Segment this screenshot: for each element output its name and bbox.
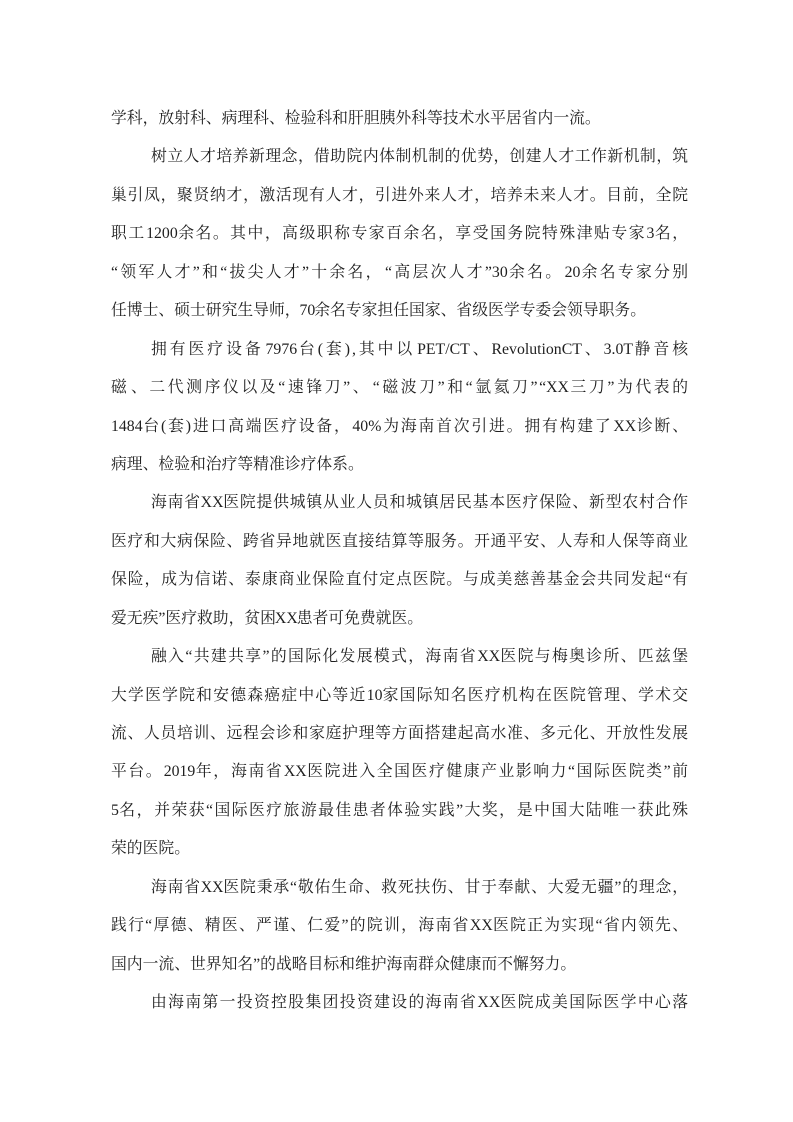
text-line: 任博士、硕士研究生导师， 70 余名专家担任国家、省级医学专委会领导职务。	[111, 302, 646, 320]
text-line: 5 名， 并荣获“国际医疗旅游最佳患者体验实践”大奖， 是中国大陆唯一获此殊	[111, 801, 688, 819]
text-line: 国内一流、世界知名”的战略目标和维护海南群众健康而不懈努力。	[111, 955, 577, 973]
text-line: 平台。 2019 年， 海南省 XX 医院进入全国医疗健康产业影响力“国际医院类”前	[111, 763, 688, 781]
text-line: 爱无疾”医疗救助，贫困 XX 患者可免费就医。	[111, 609, 424, 627]
text-line: 融入“共建共享”的国际化发展模式，海南省 XX 医院与梅奥诊所、匹兹堡	[151, 648, 688, 666]
text-line: 流、人员培训、远程会诊和家庭护理等方面搭建起高水准、多元化、开放性发展	[111, 725, 688, 742]
text-line: 职工 1200 余名。其中，高级职称专家百余名，享受国务院特殊津贴专家 3 名，	[111, 225, 688, 243]
text-line: 大学医学院和安德森癌症中心等近 10 家国际知名医疗机构在医院管理、学术交	[111, 686, 688, 704]
text-line: 拥有医疗设备 7976 台(套) ,其中以 PET/CT、RevolutionCT、3.0T 静音核	[151, 340, 688, 358]
text-line: 践行“厚德、精医、严谨、仁爱”的院训， 海南省 XX 医院正为实现“省内领先、	[111, 917, 688, 935]
text-line: 磁 、二代测序仪以及“速锋刀”、 “磁波刀”和“氩氦刀” “XX 三刀”为代表的	[111, 379, 688, 397]
document-body	[111, 100, 688, 1023]
text-line: 荣的医院。	[111, 840, 190, 858]
text-line: 海南省 XX 医院秉承“敬佑生命、救死扶伤、甘于奉献、大爱无疆”的理念，	[151, 878, 688, 896]
text-line: 巢引凤， 聚贤纳才， 激活现有人才， 引进外来人才， 培养未来人才。目前， 全院	[111, 186, 688, 204]
text-line: 病理、检验和治疗等精准诊疗体系。	[111, 455, 364, 473]
text-line: 由海南第一投资控股集团投资建设的海南省 XX 医院成美国际医学中心落	[151, 994, 688, 1012]
text-line: “领军人才”和“拔尖人才”十余名， “高层次人才”30 余名。 20 余名专家分别	[111, 263, 688, 281]
text-line: 海南省 XX 医院提供城镇从业人员和城镇居民基本医疗保险、新型农村合作	[151, 494, 688, 512]
text-line: 医疗和大病保险、跨省异地就医直接结算等服务。开通平安、人寿和人保等商业	[111, 532, 688, 550]
text-line: 树立人才培养新理念， 借助院内体制机制的优势， 创建人才工作新机制， 筑	[151, 148, 688, 166]
text-line: 学科，放射科、病理科、检验科和肝胆胰外科等技术水平居省内一流。	[111, 110, 601, 127]
text-line: 保险， 成为信诺、泰康商业保险直付定点医院。与成美慈善基金会共同发起“有	[111, 571, 688, 589]
text-line: 1484 台(套)进口高端医疗设备， 40%为海南首次引进。拥有构建了 XX 诊断、	[111, 417, 688, 435]
